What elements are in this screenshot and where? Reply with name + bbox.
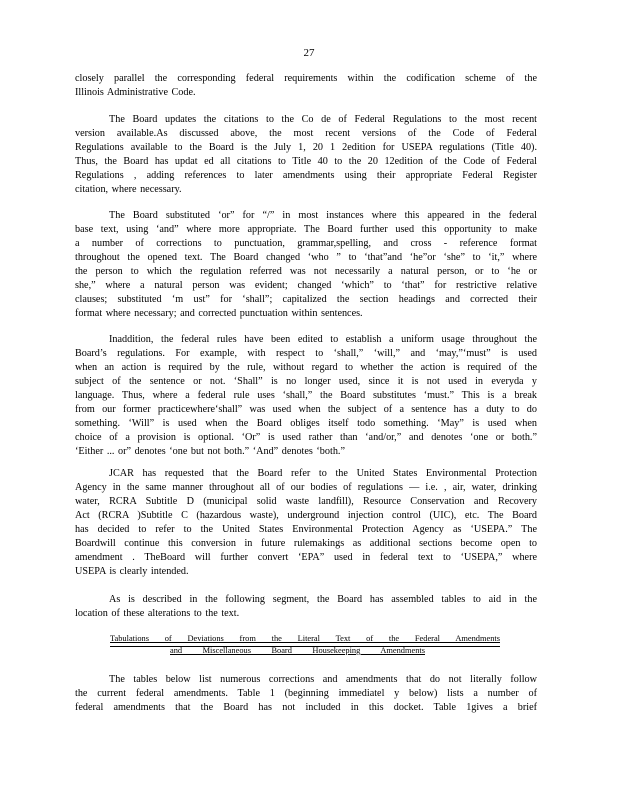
text-line: has decided to refer to the United States Environmental Protection Agency as ‘USEPA.” The bbox=[75, 524, 537, 535]
text-line: the current federal amendments. Table 1 (beginning immediatel y below) lists a number of bbox=[75, 688, 537, 699]
text-line: amendment . TheBoard will further convert ‘EPA” used in federal text to ‘USEPA,” where bbox=[75, 552, 537, 563]
text-line: Regulations available to the Board is the July 1, 20 1 2edition for USEPA regulations (Title 40). bbox=[75, 142, 537, 153]
paragraph-codification bbox=[75, 72, 537, 100]
text-line: clauses; substituted ‘m ust” for ‘shall”; capitalized the section headings and corrected their bbox=[75, 294, 537, 305]
paragraph-usepa bbox=[75, 467, 537, 579]
text-line: location of these alterations to the text. bbox=[75, 608, 240, 619]
text-line: Act (RCRA )Subtitle C (hazardous waste), underground injection control (UIC), etc. The Board bbox=[75, 510, 537, 521]
text-line: As is described in the following segment, the Board has assembled tables to aid in the bbox=[109, 594, 537, 605]
text-line: a number of corrections to punctuation, grammar,spelling, and cross - reference format bbox=[75, 238, 537, 249]
text-line: when an action is required by the rule, without regard to whether the action is required of the bbox=[75, 362, 537, 373]
text-line: federal amendments that the Board has not included in this docket. Table 1gives a brief bbox=[75, 702, 537, 713]
text-line: Board’s regulations. For example, with respect to ‘shall,” ‘will,” and ‘may,”‘must” is used bbox=[75, 348, 537, 359]
text-line: something. ‘Will” is used when the Board obliges itself todo something. ‘May” is used when bbox=[75, 418, 537, 429]
text-line: Inaddition, the federal rules have been edited to establish a uniform usage throughout the bbox=[109, 334, 537, 345]
text-line: Agency in the same manner throughout all of our bodies of regulations — i.e. , air, water, drinking bbox=[75, 482, 537, 493]
text-line: from our former practicewhere‘shall” was used when the subject of a sentence has a duty to do bbox=[75, 404, 537, 415]
text-line: the person to which the regulation referred was not necessarily a natural person, or to ‘he or bbox=[75, 266, 537, 277]
text-line: Thus, the Board has updat ed all citations to Title 40 to the 20 12edition of the Code of Federal bbox=[75, 156, 537, 167]
text-line: Illinois Administrative Code. bbox=[75, 87, 196, 98]
section-heading-line: Tabulations of Deviations from the Literal Text of the Federal Amendments bbox=[110, 634, 500, 643]
page-number: 27 bbox=[303, 47, 315, 59]
text-line: closely parallel the corresponding federal requirements within the codification scheme of the bbox=[75, 73, 537, 84]
text-line: she,” where a natural person was evident; changed ‘which” to ‘that” for restrictive relative bbox=[75, 280, 537, 291]
text-line: throughout the opened text. The Board changed ‘who ” to ‘that”and ‘he”or ‘she” to ‘it,” where bbox=[75, 252, 537, 263]
text-line: The Board updates the citations to the Co de of Federal Regulations to the most recent bbox=[109, 114, 537, 125]
section-heading bbox=[110, 633, 500, 657]
paragraph-tables-intro bbox=[75, 593, 537, 621]
text-line: water, RCRA Subtitle D (municipal solid waste landfill), Resource Conservation and Recovery bbox=[75, 496, 537, 507]
text-line: The Board substituted ‘or” for “/” in most instances where this appeared in the federal bbox=[109, 210, 537, 221]
text-line: The tables below list numerous corrections and amendments that do not literally follow bbox=[109, 674, 537, 685]
text-line: subject of the sentence or not. ‘Shall” is no longer used, since it is not used in everyda y bbox=[75, 376, 537, 387]
text-line: base text, using ‘and” where more appropriate. The Board further used this opportunity to make bbox=[75, 224, 537, 235]
text-line: USEPA is clearly intended. bbox=[75, 566, 189, 577]
paragraph-tables-list bbox=[75, 673, 537, 715]
text-line: citation, where necessary. bbox=[75, 184, 182, 195]
heading-rule bbox=[110, 646, 500, 647]
text-line: format where necessary; and corrected punctuation within sentences. bbox=[75, 308, 363, 319]
paragraph-substitutions bbox=[75, 209, 537, 321]
text-line: Regulations , adding references to later amendments using their appropriate Federal Register bbox=[75, 170, 537, 181]
text-line: JCAR has requested that the Board refer to the United States Environmental Protection bbox=[109, 468, 537, 479]
text-line: Boardwill continue this conversion in future rulemakings as additional sections become open to bbox=[75, 538, 537, 549]
text-line: choice of a provision is optional. ‘Or” is used rather than ‘and/or,” and denotes ‘one or both.” bbox=[75, 432, 537, 443]
section-heading-line: and Miscellaneous Board Housekeeping Amendments bbox=[170, 646, 425, 655]
paragraph-cfr-citations bbox=[75, 113, 537, 197]
text-line: language. Thus, where a federal rule uses ‘shall,” the Board substitutes ‘must.” This is a break bbox=[75, 390, 537, 401]
text-line: version available.As discussed above, the most recent versions of the Code of Federal bbox=[75, 128, 537, 139]
paragraph-uniform-usage bbox=[75, 333, 537, 459]
text-line: ‘Either ... or” denotes ‘one but not both.” ‘And” denotes ‘both.” bbox=[75, 446, 345, 457]
